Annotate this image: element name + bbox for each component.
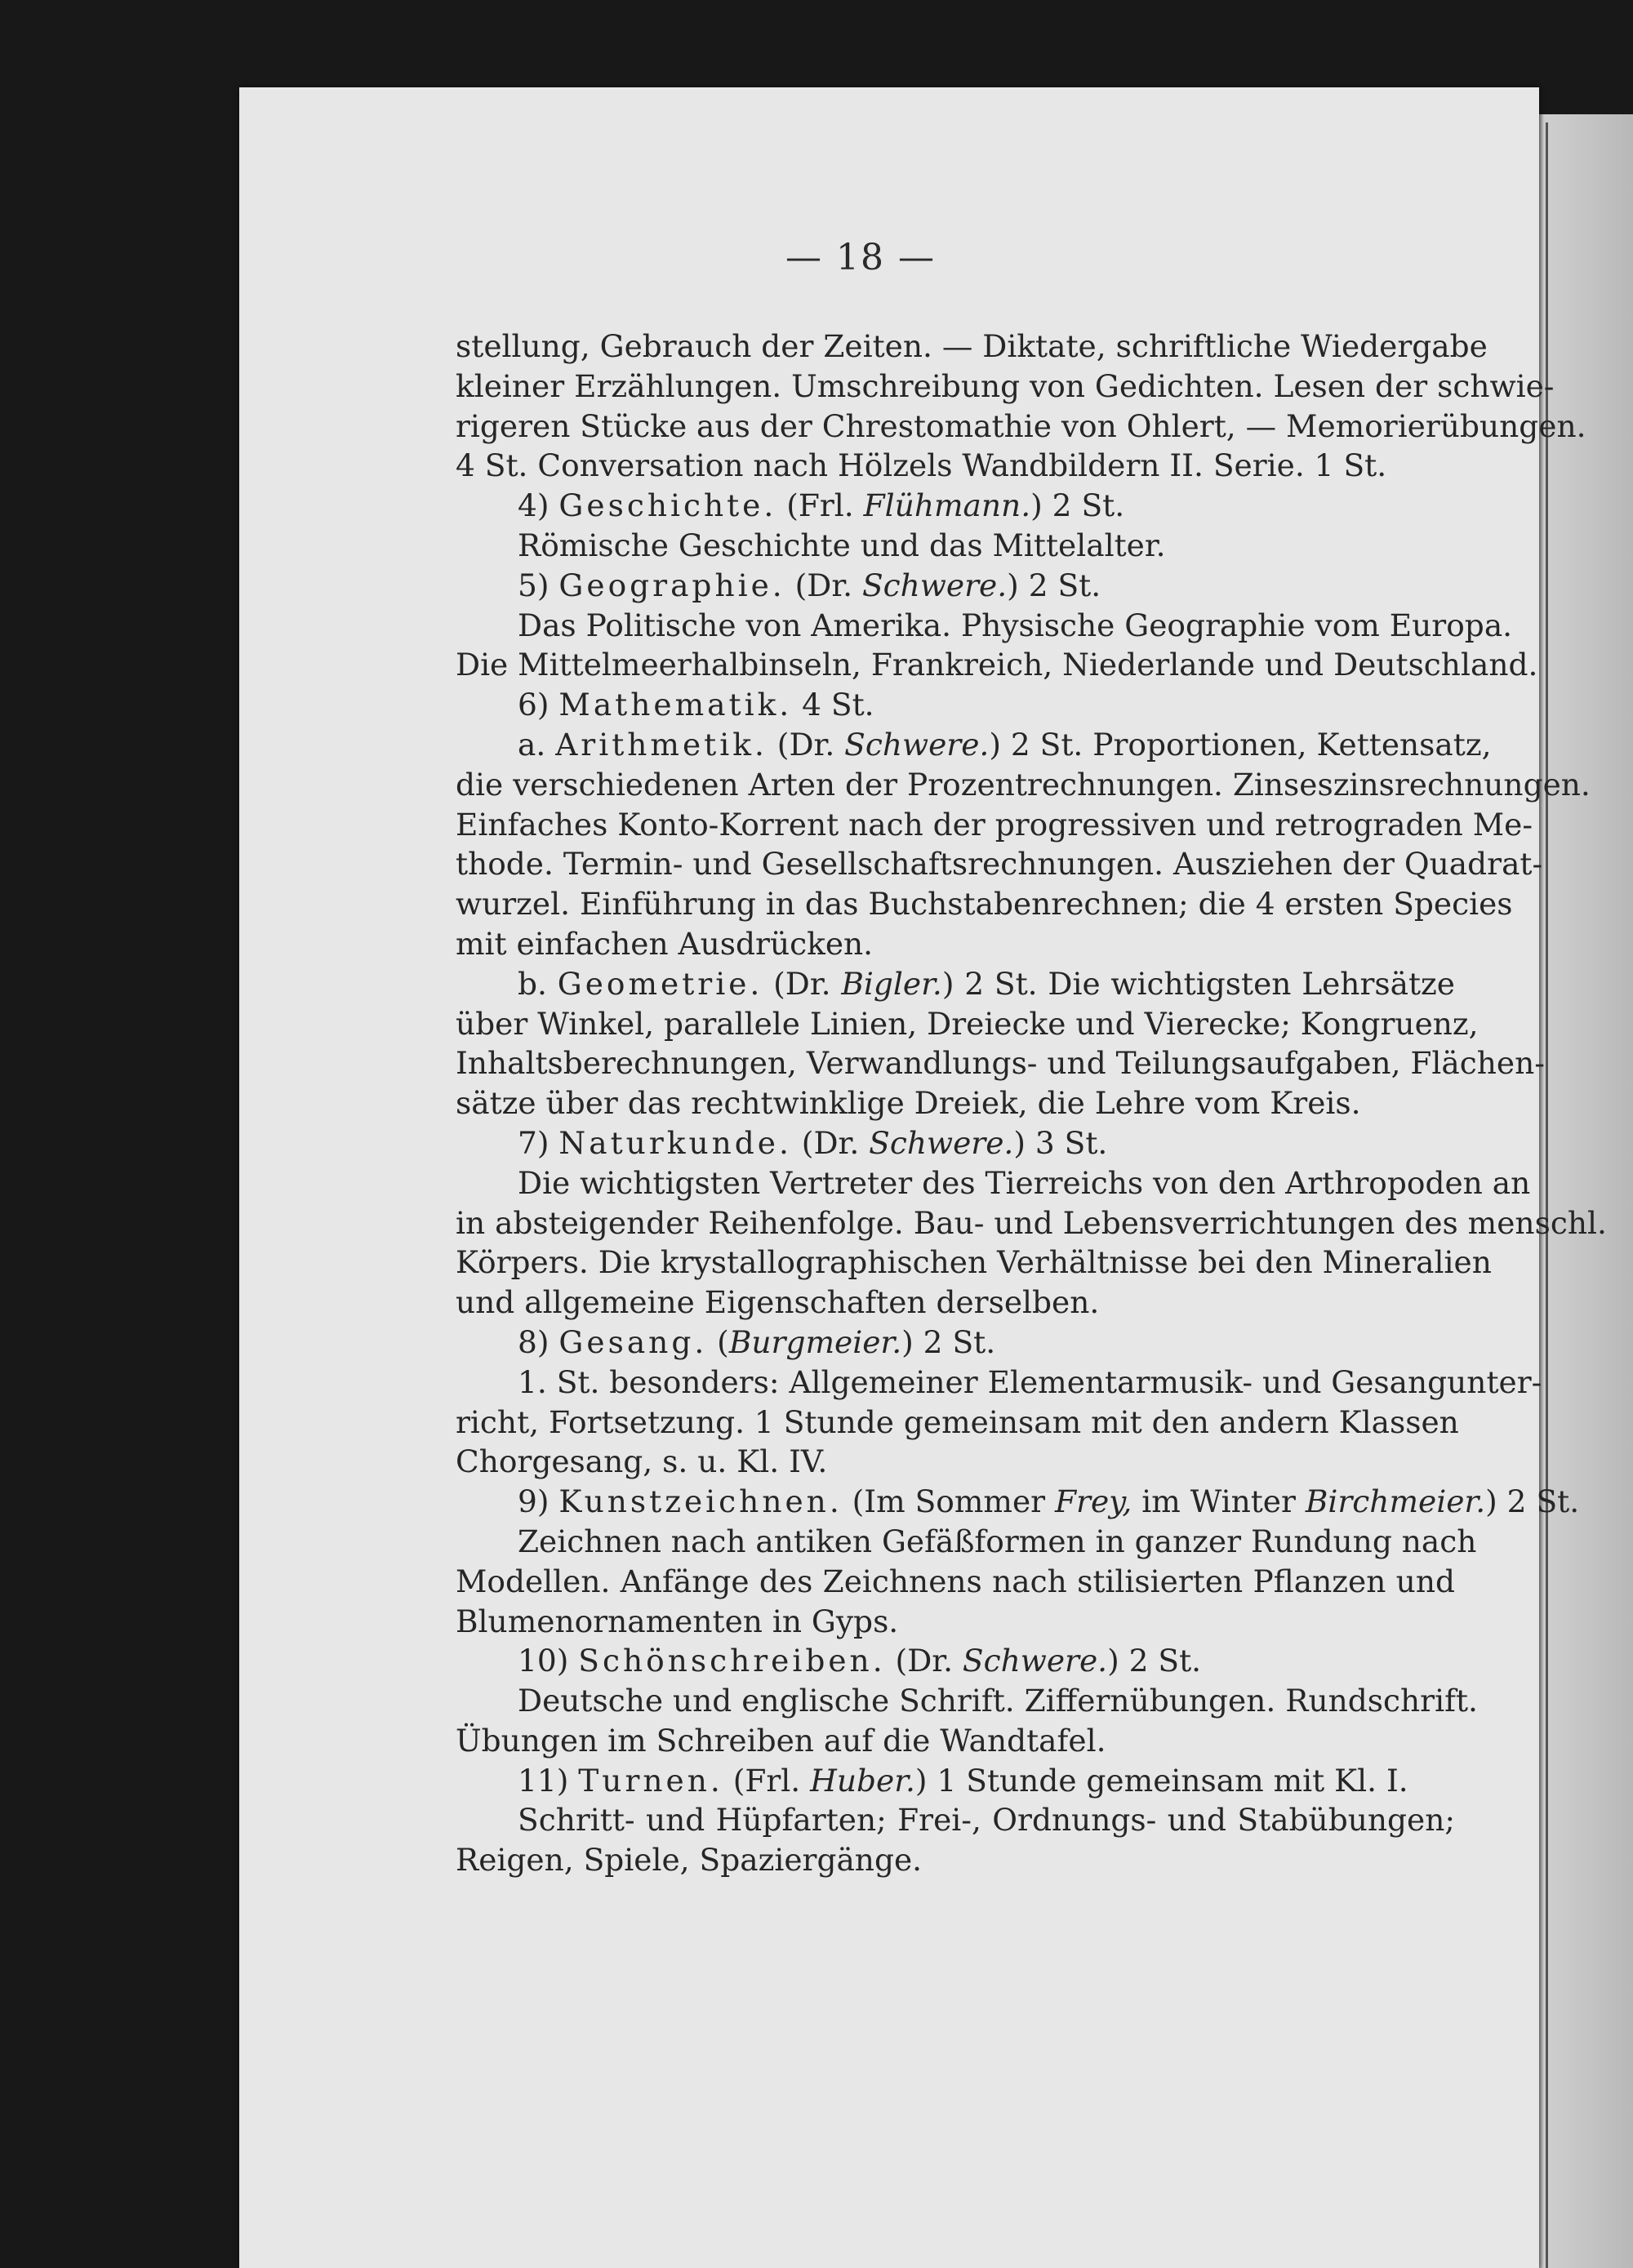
text-run: 9): [518, 1483, 559, 1520]
text-line: [518, 1800, 1455, 1840]
text-line: [518, 725, 1492, 765]
text-run: Chorgesang, s. u. Kl. IV.: [456, 1443, 828, 1480]
text-line: [456, 1004, 1479, 1044]
text-line: [456, 367, 1555, 407]
person-name: Huber.: [810, 1762, 915, 1799]
text-run: (Dr.: [791, 1124, 870, 1161]
page-edge-shadow: [1546, 122, 1548, 2268]
text-line: [518, 685, 1455, 725]
text-line: [456, 327, 1488, 367]
text-line: [518, 1522, 1477, 1562]
text-run: (Dr.: [785, 567, 862, 603]
person-name: Schwere.: [869, 1124, 1014, 1161]
text-run: richt, Fortsetzung. 1 Stunde gemeinsam mit den andern Klassen: [456, 1403, 1459, 1440]
text-line: [456, 1840, 1455, 1880]
person-name: Schwere.: [962, 1643, 1108, 1679]
text-line: [456, 805, 1533, 845]
text-run: (Im Sommer: [842, 1483, 1056, 1520]
text-line: [456, 1243, 1492, 1283]
text-line: [456, 884, 1513, 924]
person-name: Burgmeier.: [728, 1323, 902, 1360]
text-run: 4 St. Conversation nach Hölzels Wandbildern II. Serie. 1 St.: [456, 447, 1387, 484]
subject-heading: Mathematik.: [558, 687, 793, 723]
text-line: [456, 1203, 1607, 1243]
text-run: ) 2 St. Die wichtigsten Lehrsätze: [941, 965, 1455, 1002]
text-line: [518, 526, 1455, 566]
text-run: (: [707, 1323, 729, 1360]
text-line: [456, 1721, 1455, 1761]
text-run: ) 2 St.: [1030, 487, 1125, 524]
text-run: Reigen, Spiele, Spaziergänge.: [456, 1842, 923, 1879]
text-line: [456, 1043, 1545, 1083]
text-run: Einfaches Konto-Korrent nach der progressiven und retrograden Me-: [456, 806, 1533, 843]
text-run: Schritt- und Hüpfarten; Frei-, Ordnungs- und Stabübungen;: [518, 1802, 1455, 1839]
text-run: 4 St.: [792, 687, 874, 723]
text-line: [456, 407, 1586, 447]
text-run: kleiner Erzählungen. Umschreibung von Gedichten. Lesen der schwie-: [456, 367, 1555, 404]
text-line: [518, 486, 1455, 526]
text-line: [456, 1083, 1455, 1123]
subject-heading: Geschichte.: [558, 487, 777, 524]
person-name: Schwere.: [861, 567, 1008, 603]
text-line: [518, 1761, 1455, 1801]
text-line: [456, 1403, 1459, 1443]
text-run: 4): [518, 487, 559, 524]
text-run: Körpers. Die krystallographischen Verhältnisse bei den Mineralien: [456, 1244, 1492, 1281]
text-run: sätze über das rechtwinklige Dreiek, die Lehre vom Kreis.: [456, 1085, 1361, 1122]
text-run: Modellen. Anfänge des Zeichnens nach stilisierten Pflanzen und: [456, 1563, 1455, 1599]
text-run: im Winter: [1132, 1483, 1306, 1520]
text-run: Die Mittelmeerhalbinseln, Frankreich, Niederlande und Deutschland.: [456, 647, 1538, 683]
text-line: [456, 765, 1591, 805]
subject-heading: Arithmetik.: [555, 726, 768, 763]
text-run: Zeichnen nach antiken Gefäßformen in ganzer Rundung nach: [518, 1523, 1477, 1559]
text-run: Römische Geschichte und das Mittelalter.: [518, 527, 1166, 563]
text-line: [518, 1681, 1478, 1721]
text-run: a.: [518, 726, 556, 763]
text-run: über Winkel, parallele Linien, Dreiecke und Vierecke; Kongruenz,: [456, 1005, 1479, 1042]
text-run: ) 2 St.: [1107, 1643, 1202, 1679]
person-name: Flühmann.: [863, 487, 1031, 524]
subject-heading: Turnen.: [578, 1762, 723, 1799]
subject-heading: Geometrie.: [557, 965, 763, 1002]
text-line: [456, 844, 1543, 884]
text-run: Blumenornamenten in Gyps.: [456, 1603, 899, 1639]
text-line: [456, 645, 1538, 685]
text-line: [518, 1123, 1455, 1163]
text-line: [518, 1323, 1455, 1363]
text-run: mit einfachen Ausdrücken.: [456, 925, 874, 962]
text-line: [518, 964, 1455, 1004]
subject-heading: Geographie.: [558, 567, 785, 603]
text-run: ) 1 Stunde gemeinsam mit Kl. I.: [914, 1762, 1408, 1799]
page-number: — 18 —: [785, 237, 936, 278]
text-run: ) 2 St.: [1007, 567, 1101, 603]
text-run: 8): [518, 1323, 559, 1360]
person-name: Bigler.: [841, 965, 942, 1002]
text-line: [456, 1602, 1455, 1642]
subject-heading: Schönschreiben.: [578, 1643, 886, 1679]
text-run: thode. Termin- und Gesellschaftsrechnungen. Ausziehen der Quadrat-: [456, 846, 1543, 883]
text-run: (Frl.: [723, 1762, 811, 1799]
text-run: Das Politische von Amerika. Physische Geographie vom Europa.: [518, 607, 1513, 643]
text-run: Übungen im Schreiben auf die Wandtafel.: [456, 1722, 1106, 1759]
text-run: Inhaltsberechnungen, Verwandlungs- und Teilungsaufgaben, Flächen-: [456, 1045, 1545, 1082]
text-run: und allgemeine Eigenschaften derselben.: [456, 1284, 1100, 1321]
text-run: in absteigender Reihenfolge. Bau- und Lebensverrichtungen des menschl.: [456, 1204, 1607, 1241]
text-line: [456, 1442, 1455, 1482]
text-run: (Dr.: [885, 1643, 963, 1679]
text-run: 11): [518, 1762, 579, 1799]
text-run: 10): [518, 1643, 579, 1679]
person-name: Frey,: [1055, 1483, 1132, 1520]
text-line: [456, 924, 1455, 964]
text-run: (Dr.: [763, 965, 842, 1002]
text-run: rigeren Stücke aus der Chrestomathie von Ohlert, — Memorierübungen.: [456, 407, 1586, 444]
text-run: die verschiedenen Arten der Prozentrechnungen. Zinseszinsrechnungen.: [456, 766, 1591, 803]
text-run: (Frl.: [776, 487, 864, 524]
text-line: [518, 1641, 1455, 1681]
text-run: ) 2 St. Proportionen, Kettensatz,: [989, 726, 1492, 763]
text-line: [456, 1562, 1455, 1602]
person-name: Birchmeier.: [1305, 1483, 1486, 1520]
text-run: stellung, Gebrauch der Zeiten. — Diktate, schriftliche Wiedergabe: [456, 328, 1488, 364]
text-line: [456, 446, 1455, 486]
text-run: ) 2 St.: [901, 1323, 996, 1360]
text-line: [518, 1363, 1542, 1403]
person-name: Schwere.: [844, 726, 990, 763]
text-run: Die wichtigsten Vertreter des Tierreichs von den Arthropoden an: [518, 1164, 1531, 1201]
text-run: 1. St. besonders: Allgemeiner Elementarmusik- und Gesangunter-: [518, 1363, 1542, 1400]
subject-heading: Gesang.: [558, 1323, 708, 1360]
text-run: b.: [518, 965, 558, 1002]
text-line: [518, 566, 1455, 606]
text-run: 6): [518, 687, 559, 723]
text-run: ) 2 St.: [1485, 1483, 1580, 1520]
text-run: 7): [518, 1124, 559, 1161]
text-run: wurzel. Einführung in das Buchstabenrechnen; die 4 ersten Species: [456, 886, 1513, 923]
text-line: [518, 1482, 1580, 1522]
text-run: ) 3 St.: [1013, 1124, 1108, 1161]
page-text: [456, 327, 1607, 1880]
text-run: Deutsche und englische Schrift. Ziffernübungen. Rundschrift.: [518, 1683, 1478, 1719]
subject-heading: Naturkunde.: [558, 1124, 792, 1161]
text-line: [518, 1163, 1531, 1203]
text-run: (Dr.: [767, 726, 845, 763]
text-line: [518, 606, 1513, 646]
text-line: [456, 1283, 1455, 1323]
text-run: 5): [518, 567, 559, 603]
subject-heading: Kunstzeichnen.: [558, 1483, 843, 1520]
